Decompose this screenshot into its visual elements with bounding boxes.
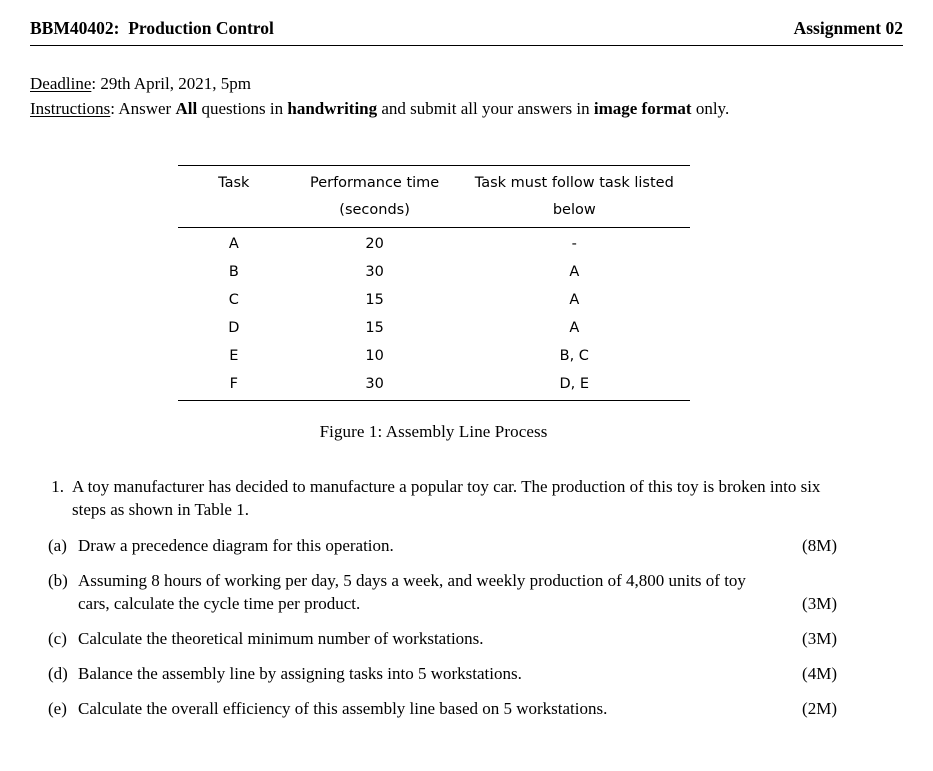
subpart-text: Balance the assembly line by assigning tasks into 5 workstations. (78, 663, 522, 683)
column-header-task-sub (178, 197, 291, 228)
table-head (178, 166, 690, 228)
column-header-follow: Task must follow task listed (459, 166, 689, 198)
questions-section (30, 476, 837, 721)
table-row (178, 370, 690, 401)
instructions-label: Instructions (30, 99, 111, 119)
course-title: BBM40402: Production Control (30, 18, 274, 38)
subpart-label: (a) (48, 536, 67, 556)
subpart-e (48, 698, 837, 721)
deadline-label: Deadline (30, 74, 92, 93)
question-text: A toy manufacturer has decided to manufacture a popular toy car. The production of this toy is broken into six steps as shown in Table 1. (72, 477, 821, 520)
column-header-performance-time: Performance time (290, 166, 459, 198)
column-header-task: Task (178, 166, 291, 198)
instructions-bold-image-format: image format (593, 99, 692, 119)
cell-time: 10 (365, 347, 384, 364)
instructions-pre: : Answer (110, 99, 176, 119)
document-header (30, 18, 903, 46)
assembly-line-table (178, 165, 690, 401)
subpart-marks: (2M) (802, 698, 837, 718)
subpart-label: (d) (48, 663, 68, 683)
cell-task: B (228, 264, 239, 281)
cell-task: D (228, 319, 240, 336)
figure-caption: Figure 1: Assembly Line Process (319, 422, 548, 442)
table-row (178, 286, 690, 314)
subpart-b (48, 570, 837, 616)
cell-follows: B, C (559, 347, 589, 364)
table-header-row-1 (178, 166, 690, 198)
table-row (178, 314, 690, 342)
assembly-table-wrapper (178, 165, 690, 401)
question-body (72, 476, 837, 522)
subpart-text: Calculate the overall efficiency of this assembly line based on 5 workstations. (78, 698, 608, 718)
cell-time: 15 (365, 319, 384, 336)
cell-follows: A (569, 291, 580, 308)
cell-follows: - (571, 236, 577, 253)
cell-follows: A (569, 319, 580, 336)
cell-time: 15 (365, 291, 384, 308)
column-header-performance-time-units: (seconds) (290, 197, 459, 228)
cell-follows: D, E (459, 370, 689, 401)
subpart-text: Assuming 8 hours of working per day, 5 days a week, and weekly production of 4,800 units of toy cars, calculate the cycle time per product. (78, 571, 746, 614)
instructions-bold-all: All (175, 99, 198, 119)
table-row (178, 228, 690, 259)
cell-time: 30 (365, 264, 384, 281)
subpart-label: (c) (48, 629, 67, 649)
subpart-marks: (4M) (802, 663, 837, 683)
cell-task: E (229, 347, 239, 364)
cell-task: F (178, 370, 291, 401)
subpart-d (48, 663, 837, 686)
subpart-label: (b) (48, 571, 68, 591)
column-header-follow-sub: below (459, 197, 689, 228)
deadline-line (30, 72, 845, 96)
subpart-label: (e) (48, 698, 67, 718)
subpart-c (48, 628, 837, 651)
question-1 (38, 476, 837, 522)
cell-task: A (228, 236, 239, 253)
subpart-a (48, 535, 837, 558)
subpart-marks: (3M) (802, 594, 837, 614)
table-body (178, 228, 690, 401)
instructions-line (30, 97, 845, 121)
subpart-marks: (8M) (802, 536, 837, 556)
deadline-value: : 29th April, 2021, 5pm (91, 74, 251, 93)
cell-time: 20 (365, 236, 384, 253)
subpart-marks: (3M) (802, 629, 837, 649)
instructions-mid-1: questions in (197, 99, 288, 119)
question-number: 1. (51, 477, 64, 497)
question-1-subparts (30, 535, 837, 721)
instructions-mid-2: and submit all your answers in (377, 99, 594, 119)
subpart-text: Calculate the theoretical minimum number of workstations. (78, 629, 484, 649)
subpart-text: Draw a precedence diagram for this operation. (78, 536, 394, 556)
table-row (178, 342, 690, 370)
cell-follows: A (569, 264, 580, 281)
assignment-meta (30, 72, 845, 121)
instructions-end: only. (691, 99, 730, 119)
assignment-title: Assignment 02 (793, 18, 903, 38)
instructions-bold-handwriting: handwriting (287, 99, 378, 119)
table-header-row-2 (178, 197, 690, 228)
cell-time: 30 (290, 370, 459, 401)
table-row (178, 259, 690, 287)
cell-task: C (228, 291, 239, 308)
